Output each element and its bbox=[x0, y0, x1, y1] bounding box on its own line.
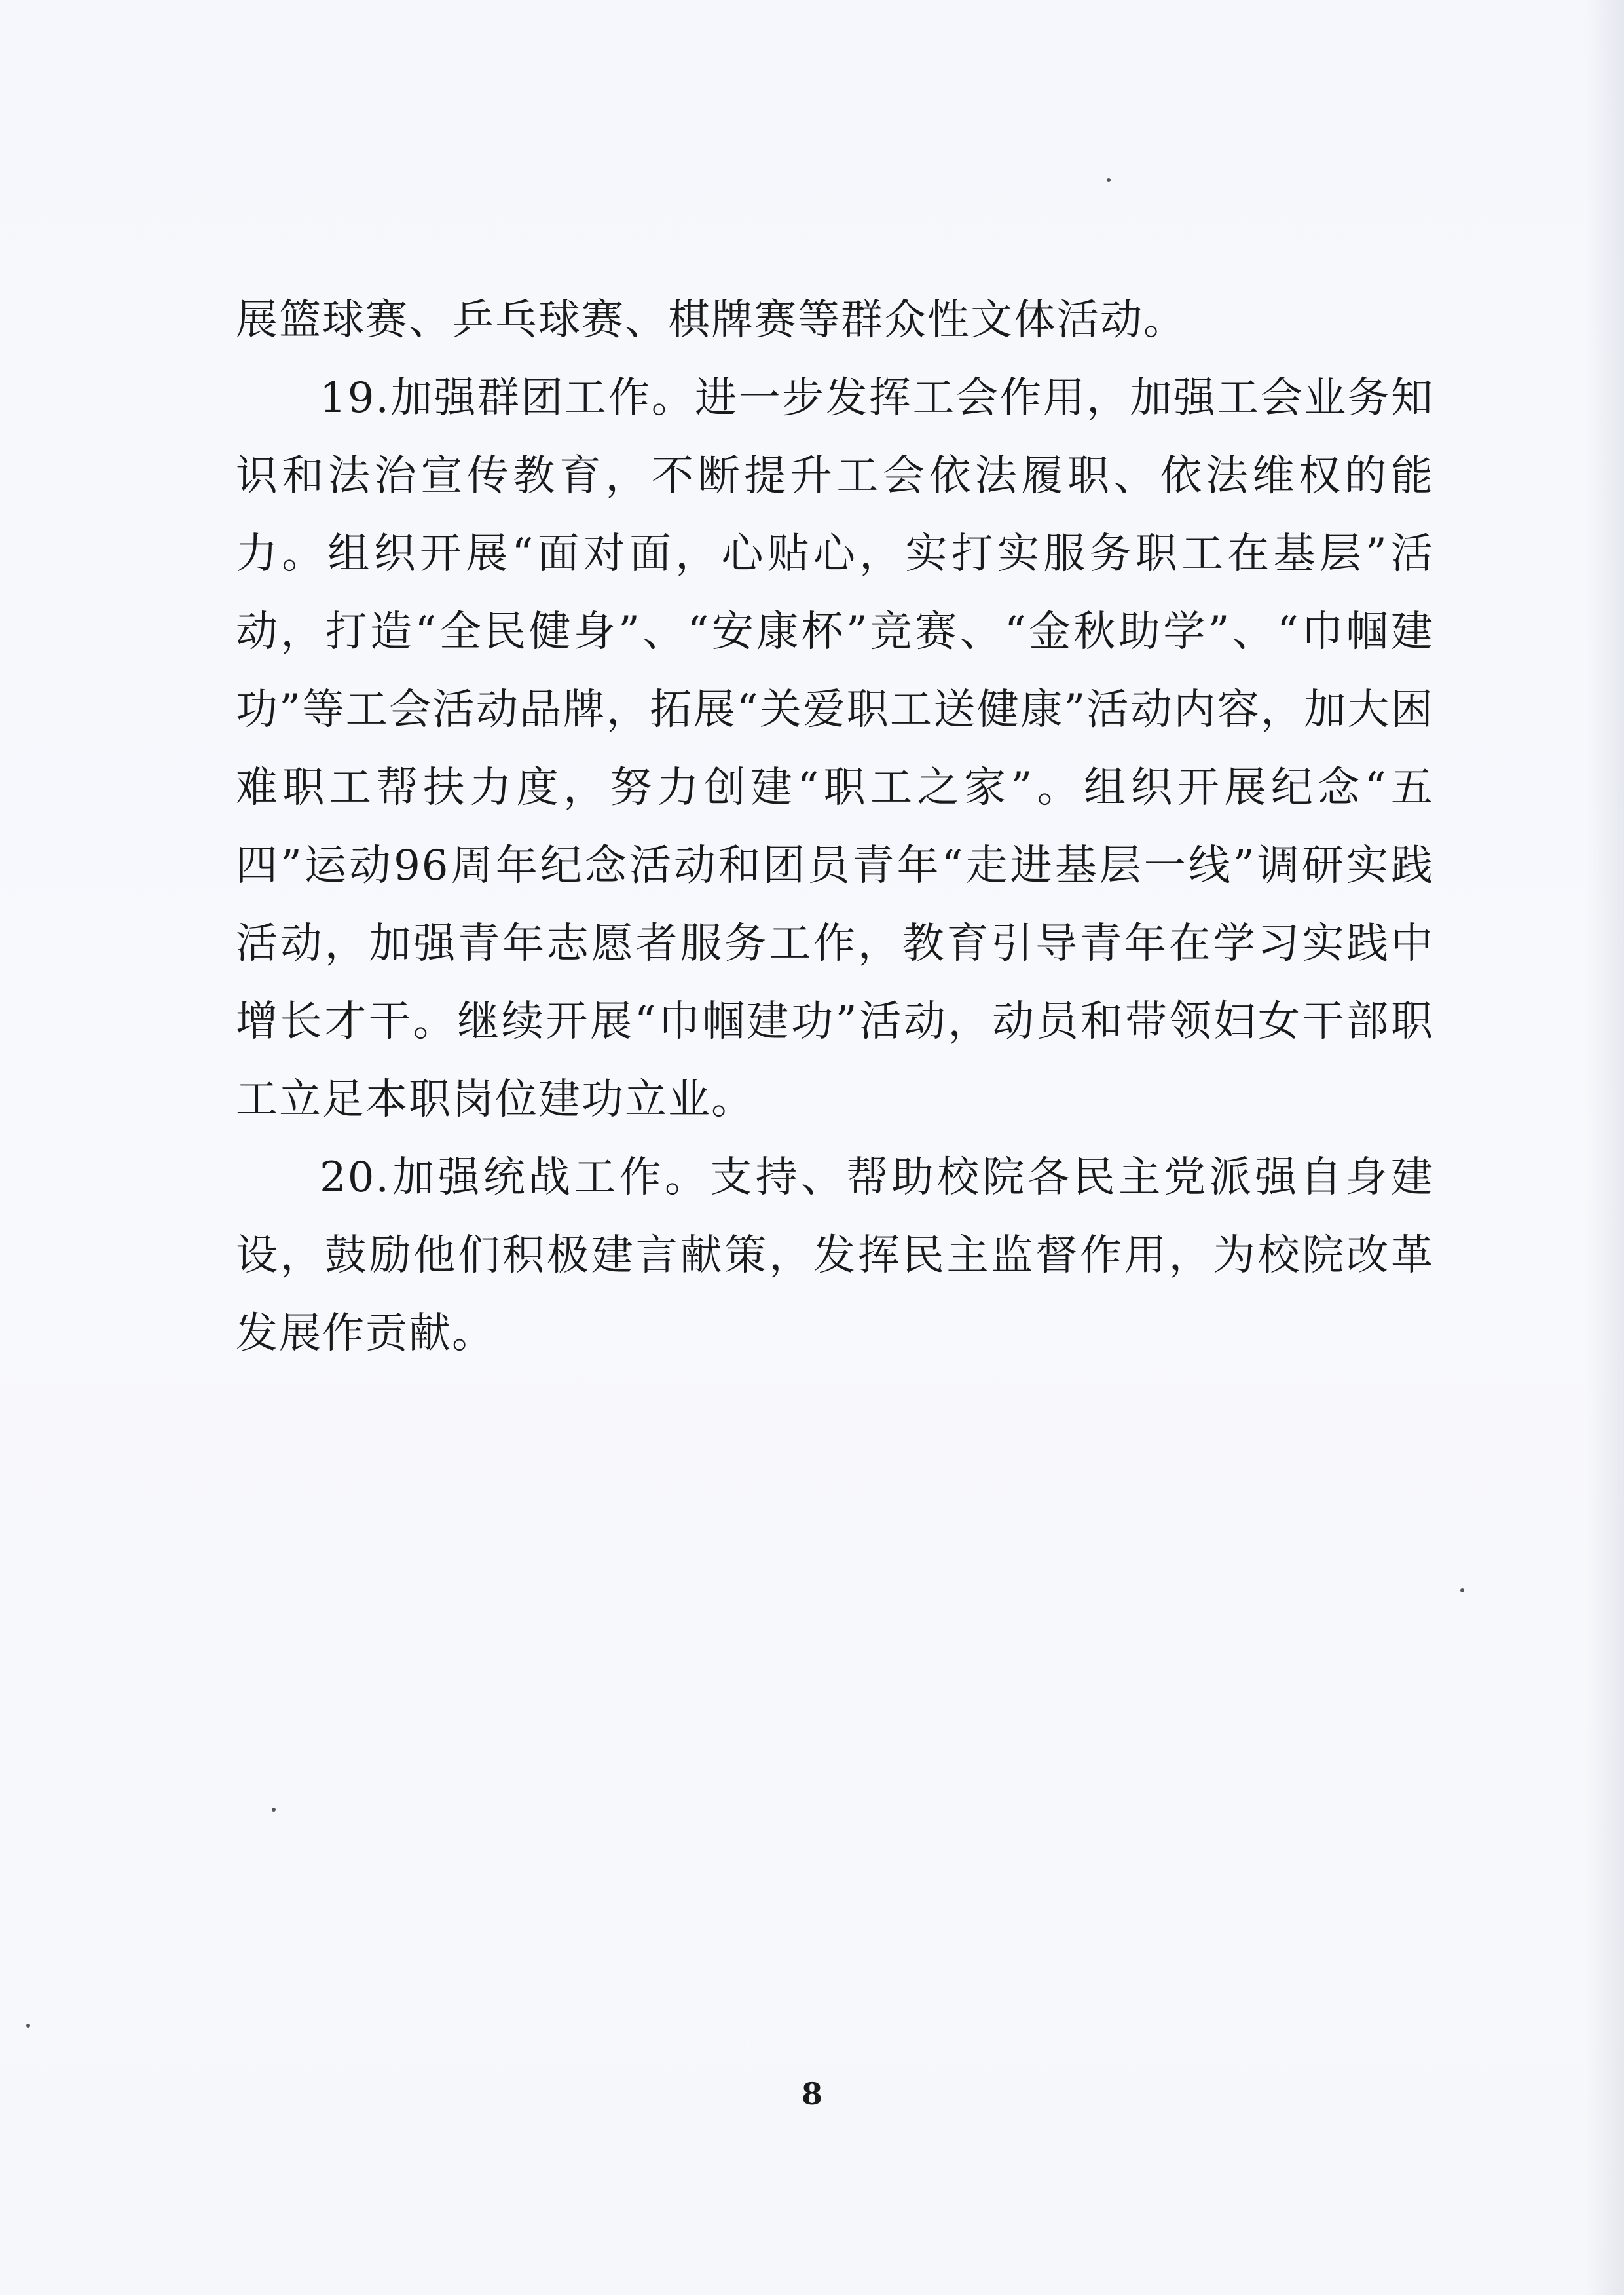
scan-speck bbox=[26, 2024, 30, 2028]
scan-speck bbox=[1460, 1588, 1464, 1592]
paragraph-20-united-front-work: 20.加强统战工作。支持、帮助校院各民主党派强自身建设，鼓励他们积极建言献策，发挥民主监督作用，为校院改革发展作贡献。 bbox=[236, 1153, 1434, 1358]
document-body bbox=[236, 282, 1434, 1373]
page-number: 8 bbox=[801, 2076, 822, 2112]
page-edge-shadow bbox=[1585, 0, 1624, 2295]
scan-speck bbox=[1107, 178, 1111, 182]
scan-speck bbox=[272, 1808, 276, 1812]
paragraph-19-group-work: 19.加强群团工作。进一步发挥工会作用，加强工会业务知识和法治宣传教育，不断提升工会依法履职、依法维权的能力。组织开展“面对面，心贴心，实打实服务职工在基层”活动，打造“全民健身”、“安康杯”竞赛、“金秋助学”、“巾帼建功”等工会活动品牌，拓展“关爱职工送健康”活动内容，加大困难职工帮扶力度，努力创建“职工之家”。组织开展纪念“五四”运动96周年纪念活动和团员青年“走进基层一线”调研实践活动，加强青年志愿者服务工作，教育引导青年在学习实践中增长才干。继续开展“巾帼建功”活动，动员和带领妇女干部职工立足本职岗位建功立业。 bbox=[236, 374, 1434, 1124]
paragraph-continuation: 展篮球赛、乒乓球赛、棋牌赛等群众性文体活动。 bbox=[236, 296, 1187, 345]
